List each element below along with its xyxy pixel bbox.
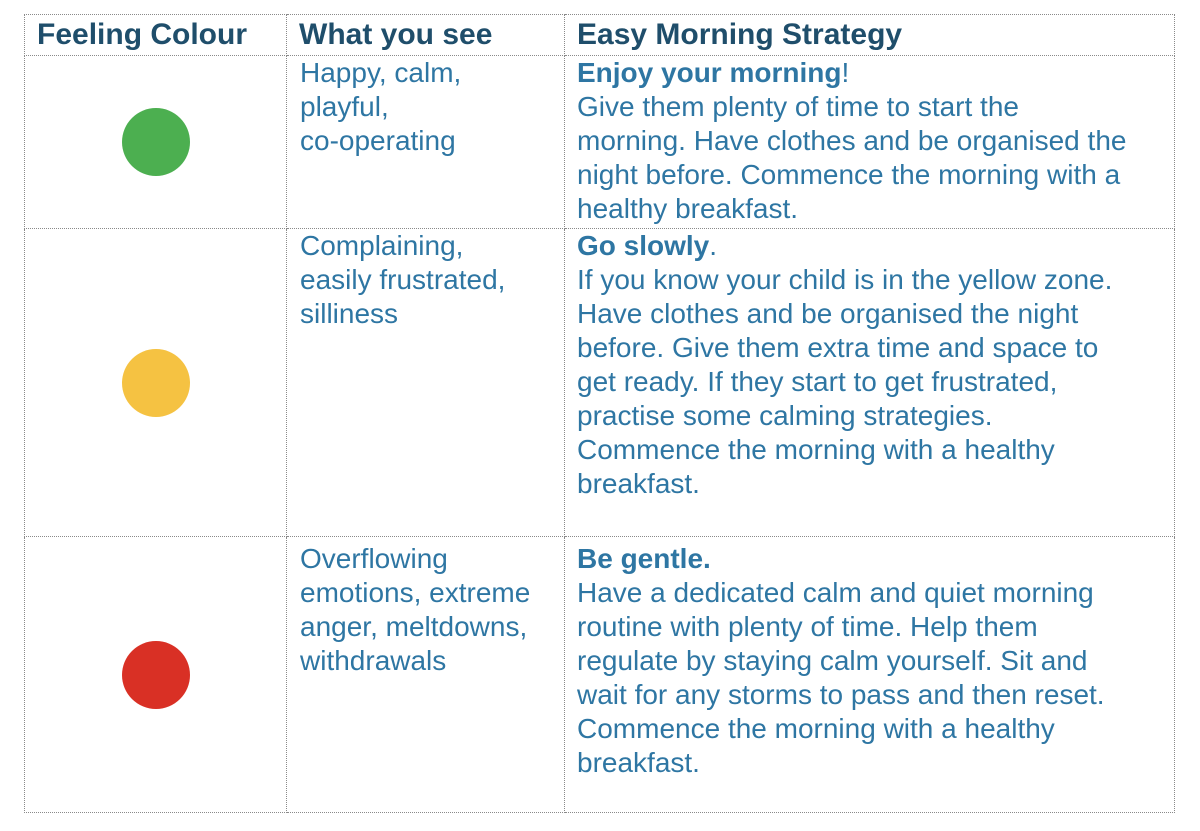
strategy-line: Have a dedicated calm and quiet morning	[577, 577, 1094, 608]
strategy-lead-line	[577, 56, 1174, 90]
strategy-line: Give them plenty of time to start the	[577, 91, 1019, 122]
see-line: playful,	[300, 91, 389, 122]
see-line: Complaining,	[300, 230, 464, 261]
strategy-lead-line	[577, 229, 1174, 263]
strategy-line: breakfast.	[577, 747, 700, 778]
header-what-you-see: What you see	[287, 15, 565, 56]
table-row-red	[25, 537, 1175, 813]
table-header-row	[25, 15, 1175, 56]
strategy-line: wait for any storms to pass and then reset.	[577, 679, 1105, 710]
what-you-see-cell-yellow	[287, 229, 565, 537]
document-page	[24, 14, 1174, 813]
strategy-line: before. Give them extra time and space to	[577, 332, 1099, 363]
what-you-see-cell-red	[287, 537, 565, 813]
yellow-circle-icon	[122, 349, 190, 417]
strategy-cell-green	[565, 56, 1175, 229]
header-feeling-colour: Feeling Colour	[25, 15, 287, 56]
feelings-strategy-table	[24, 14, 1175, 813]
see-line: withdrawals	[300, 645, 447, 676]
strategy-lead-line	[577, 542, 1174, 576]
what-you-see-cell-green	[287, 56, 565, 229]
see-line: anger, meltdowns,	[300, 611, 528, 642]
strategy-line: practise some calming strategies.	[577, 400, 993, 431]
strategy-line: healthy breakfast.	[577, 193, 799, 224]
strategy-cell-yellow	[565, 229, 1175, 537]
see-line: Happy, calm,	[300, 57, 462, 88]
strategy-line: Have clothes and be organised the night	[577, 298, 1079, 329]
strategy-line: regulate by staying calm yourself. Sit and	[577, 645, 1088, 676]
strategy-line: breakfast.	[577, 468, 700, 499]
strategy-line: night before. Commence the morning with a	[577, 159, 1121, 190]
table-row-yellow	[25, 229, 1175, 537]
strategy-line: Commence the morning with a healthy	[577, 434, 1055, 465]
strategy-lead-suffix: .	[709, 230, 718, 261]
see-line: Overflowing	[300, 543, 448, 574]
see-line: easily frustrated,	[300, 264, 506, 295]
colour-cell-yellow	[25, 229, 287, 537]
red-circle-icon	[122, 641, 190, 709]
strategy-lead: Enjoy your morning	[577, 57, 842, 88]
strategy-lead-suffix: !	[841, 57, 850, 88]
see-line: silliness	[300, 298, 399, 329]
strategy-cell-red	[565, 537, 1175, 813]
strategy-line: morning. Have clothes and be organised the	[577, 125, 1127, 156]
strategy-lead: Go slowly	[577, 230, 710, 261]
strategy-line: If you know your child is in the yellow zone.	[577, 264, 1113, 295]
table-row-green	[25, 56, 1175, 229]
colour-cell-green	[25, 56, 287, 229]
strategy-line: routine with plenty of time. Help them	[577, 611, 1038, 642]
header-easy-morning-strategy: Easy Morning Strategy	[565, 15, 1175, 56]
see-line: co-operating	[300, 125, 456, 156]
strategy-line: get ready. If they start to get frustrated,	[577, 366, 1058, 397]
strategy-line: Commence the morning with a healthy	[577, 713, 1055, 744]
colour-cell-red	[25, 537, 287, 813]
green-circle-icon	[122, 108, 190, 176]
see-line: emotions, extreme	[300, 577, 531, 608]
strategy-lead: Be gentle.	[577, 543, 711, 574]
